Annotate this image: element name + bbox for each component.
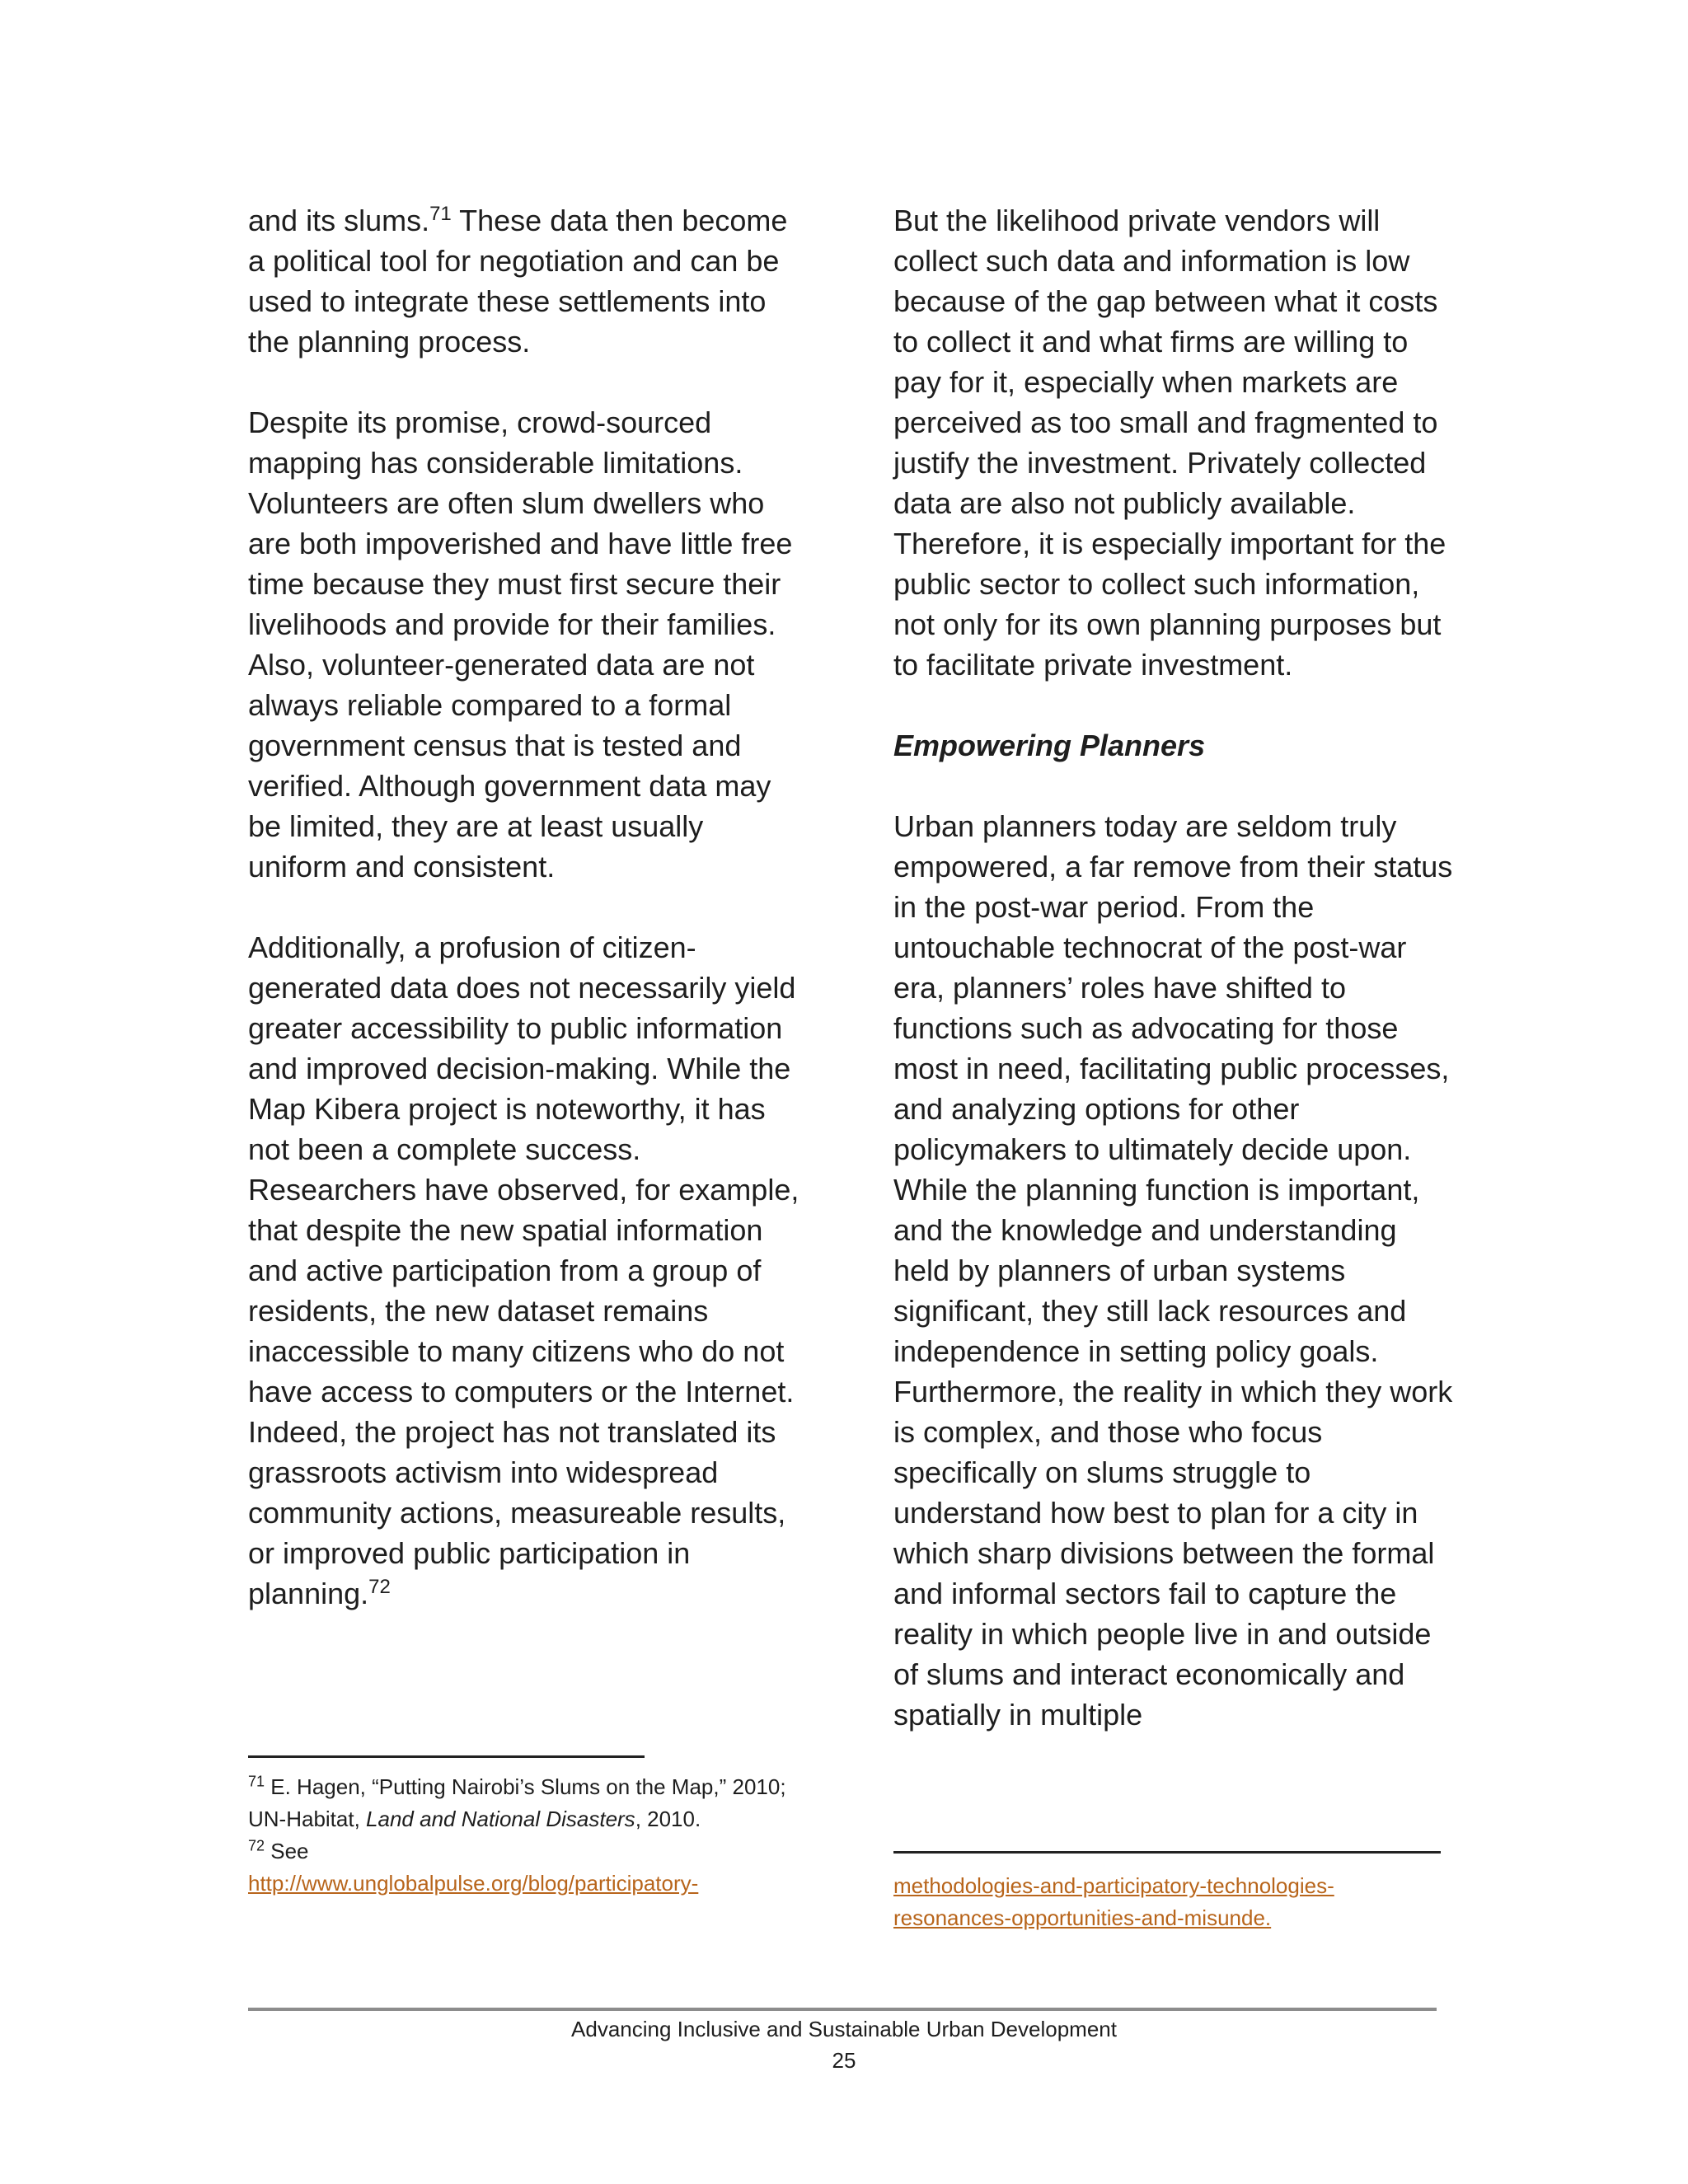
footnotes-right xyxy=(893,1870,1470,1934)
right-column xyxy=(893,200,1454,1735)
footnote-separator-right xyxy=(893,1851,1441,1854)
footnote-72: $^{72}$ See xyxy=(248,1837,309,1863)
footnote-ref-71[interactable]: 71 xyxy=(429,203,452,225)
footnote-ref-72[interactable]: 72 xyxy=(368,1576,391,1598)
left-paragraph-1: and its slums.$^{71}$ These data then become a political tool for negotiation and can be used to integrate these settlements into the planning process. xyxy=(248,203,788,359)
footnote-71: $^{71}$ E. Hagen, “Putting Nairobi’s Slums on the Map,” 2010; UN-Habitat, Land and National Disasters, 2010. xyxy=(248,1773,786,1831)
footnote-separator-left xyxy=(248,1755,645,1758)
footer-divider xyxy=(248,2008,1437,2011)
right-paragraph-2: Urban planners today are seldom truly empowered, a far remove from their status in the post-war period. From the untouchable technocrat of the post-war era, planners’ roles have shifted to functions such as advocating for those most in need, facilitating public processes, and analyzing options for other policymakers to ultimately decide upon. While the planning function is important, and the knowledge and understanding held by planners of urban systems significant, they still lack resources and independence in setting policy goals. Furthermore, the reality in which they work is complex, and those who focus specifically on slums struggle to understand how best to plan for a city in which sharp divisions between the formal and informal sectors fail to capture the reality in which people live in and outside of slums and interact economically and spatially in multiple xyxy=(893,809,1453,1732)
footnote-72-link[interactable]: http://www.unglobalpulse.org/blog/participatory- xyxy=(248,1871,699,1896)
left-paragraph-3: Additionally, a profusion of citizen-generated data does not necessarily yield greater accessibility to public information and improved decision-making. While the Map Kibera project is noteworthy, it has not been a complete success. Researchers have observed, for example, that despite the new spatial information and active participation from a group of residents, the new dataset remains inaccessible to many citizens who do not have access to computers or the Internet. Indeed, the project has not translated its grassroots activism into widespread community actions, measureable results, or improved public participation in planning.$^{72}$ xyxy=(248,930,799,1610)
footer-title: Advancing Inclusive and Sustainable Urban Development xyxy=(571,2017,1117,2041)
left-column xyxy=(248,200,809,1614)
page-number: 25 xyxy=(832,2048,856,2073)
footnote-72-link-end[interactable]: resonances-opportunities-and-misunde. xyxy=(893,1905,1272,1930)
left-paragraph-2: Despite its promise, crowd-sourced mapping has considerable limitations. Volunteers are often slum dwellers who are both impoverished and have little free time because they must first secure their livelihoods and provide for their families. Also, volunteer-generated data are not always reliable compared to a formal government census that is tested and verified. Although government data may be limited, they are at least usually uniform and consistent. xyxy=(248,405,793,883)
footnote-72-link-continued[interactable]: methodologies-and-participatory-technologies- xyxy=(893,1873,1334,1898)
right-paragraph-1: But the likelihood private vendors will collect such data and information is low because of the gap between what it costs to collect it and what firms are willing to pay for it, especially when markets are perceived as too small and fragmented to justify the investment. Privately collected data are also not publicly available. Therefore, it is especially important for the public sector to collect such information, not only for its own planning purposes but to facilitate private investment. xyxy=(893,204,1447,682)
section-heading: Empowering Planners xyxy=(893,729,1206,762)
footnotes-left xyxy=(248,1771,809,1900)
